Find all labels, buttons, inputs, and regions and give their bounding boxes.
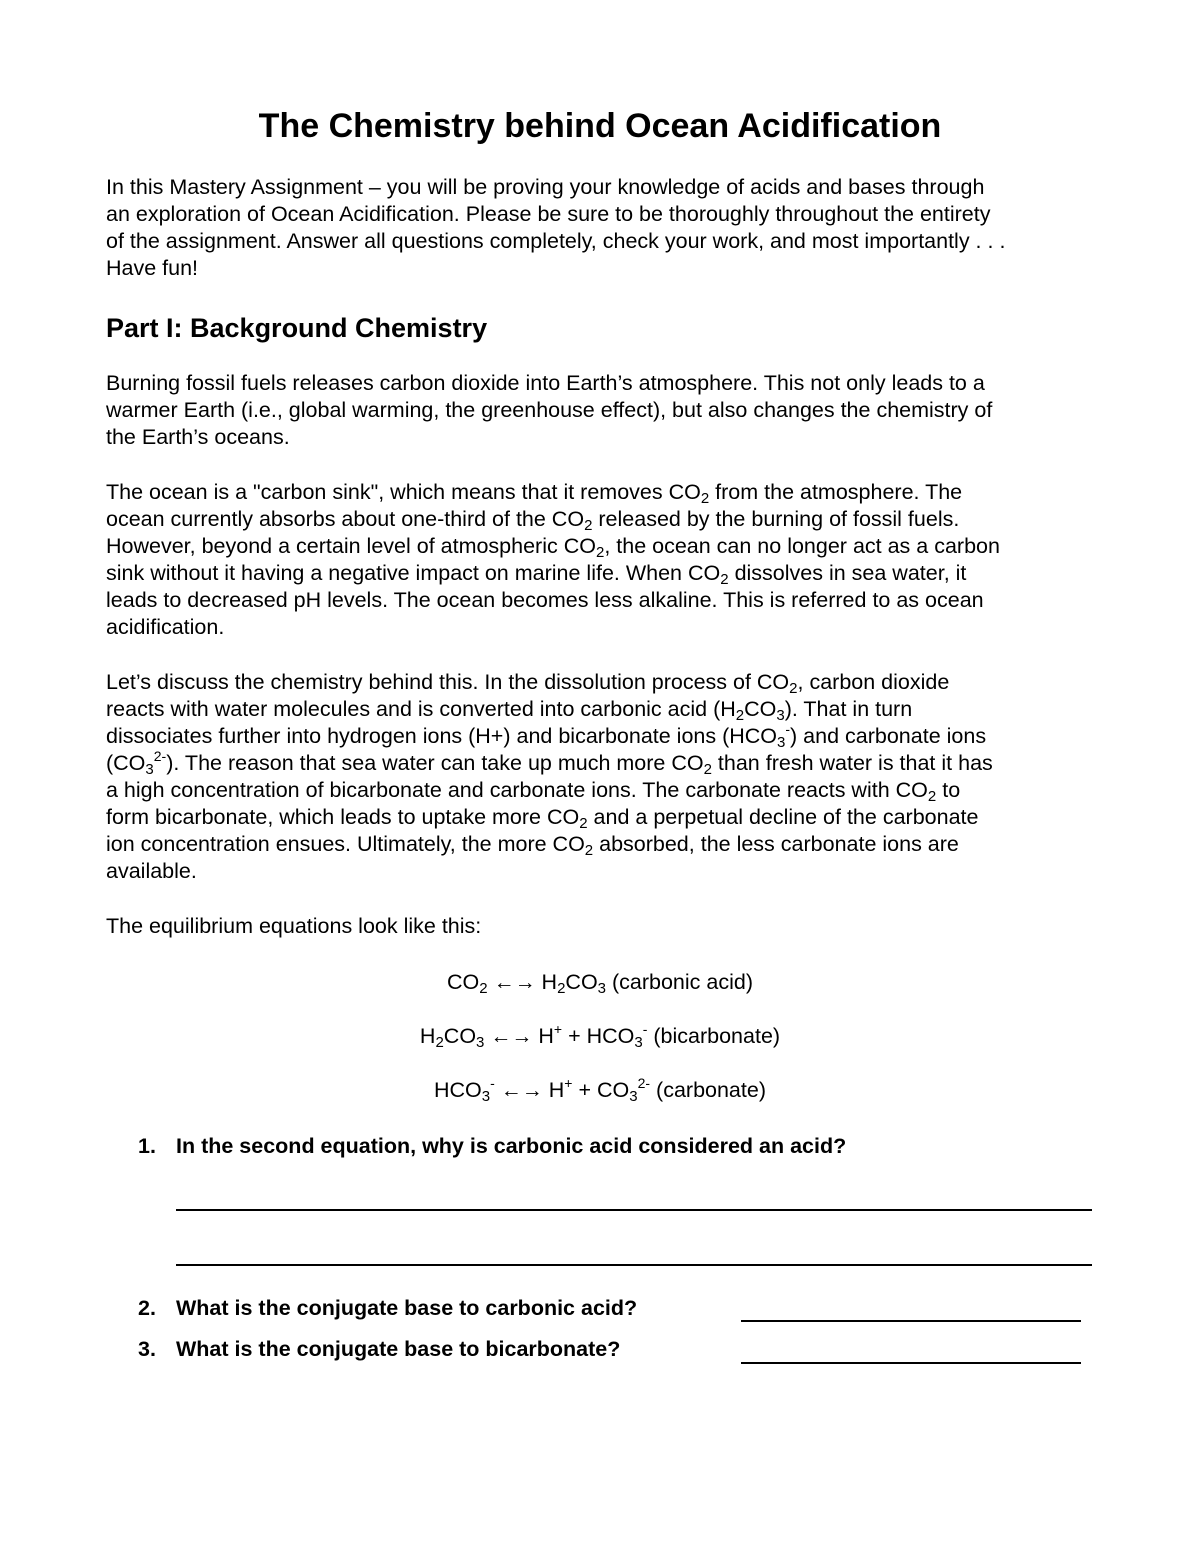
superscript: - <box>490 1075 495 1091</box>
subscript: 2 <box>435 1034 444 1051</box>
page-title: The Chemistry behind Ocean Acidification <box>258 107 942 145</box>
formula: CO <box>446 970 480 994</box>
text: ). The reason that sea water can take up much more CO <box>166 751 704 775</box>
formula: H <box>419 1024 436 1048</box>
text-line <box>106 804 1096 831</box>
text-line <box>106 696 1096 723</box>
question-text: What is the conjugate base to bicarbonate? <box>176 1337 621 1361</box>
plus-sign: + <box>578 1078 592 1102</box>
question-number: 2. <box>138 1296 156 1320</box>
answer-line-3[interactable] <box>741 1362 1081 1364</box>
background-paragraph-1 <box>106 370 1096 451</box>
answer-line-1b[interactable] <box>176 1264 1092 1266</box>
formula: CO <box>443 1024 477 1048</box>
intro-line: an exploration of Ocean Acidification. Please be sure to be thoroughly throughout the entirety <box>106 202 991 226</box>
text: reacts with water molecules and is converted into carbonic acid (H <box>106 697 736 721</box>
background-paragraph-2 <box>106 479 1096 641</box>
subscript: 2 <box>584 517 593 534</box>
superscript: 2- <box>637 1075 651 1091</box>
intro-paragraph <box>106 174 1096 282</box>
formula: CO <box>597 1078 630 1102</box>
text-line <box>106 560 1096 587</box>
subscript: 3 <box>481 1088 491 1105</box>
subscript: 2 <box>557 980 566 997</box>
text-line <box>106 479 1096 506</box>
equation-3 <box>0 1076 1200 1105</box>
text: (CO <box>106 751 146 775</box>
equilibrium-arrow-icon: ←→ <box>493 971 536 994</box>
formula: H <box>538 1024 554 1048</box>
text-line <box>106 831 1096 858</box>
section-heading: Part I: Background Chemistry <box>106 313 488 343</box>
text: dissolves in sea water, it <box>728 561 967 585</box>
answer-line-1a[interactable] <box>176 1209 1092 1211</box>
text-line <box>106 777 1096 804</box>
equation-1 <box>0 968 1200 997</box>
superscript: 2- <box>153 748 167 764</box>
subscript: 3 <box>476 1034 485 1051</box>
subscript: 3 <box>777 734 786 751</box>
question-1 <box>138 1132 846 1160</box>
answer-line-2[interactable] <box>741 1320 1081 1322</box>
equation-2 <box>0 1022 1200 1051</box>
intro-line: of the assignment. Answer all questions completely, check your work, and most importantly . . . <box>106 229 1006 253</box>
text: form bicarbonate, which leads to uptake more CO <box>106 805 580 829</box>
question-2 <box>138 1294 637 1322</box>
text: ion concentration ensues. Ultimately, the more CO <box>106 832 585 856</box>
intro-line: Have fun! <box>106 256 199 280</box>
text: dissociates further into hydrogen ions (H+) and bicarbonate ions (HCO <box>106 724 778 748</box>
text: to <box>936 778 961 802</box>
text-line <box>106 506 1096 533</box>
formula: H <box>541 970 558 994</box>
subscript: 2 <box>584 842 594 859</box>
chemistry-paragraph <box>106 669 1096 885</box>
subscript: 2 <box>703 761 712 778</box>
text: ocean currently absorbs about one-third of the CO <box>106 507 585 531</box>
question-number: 1. <box>138 1134 156 1158</box>
plus-sign: + <box>568 1024 581 1048</box>
text: Let’s discuss the chemistry behind this. In the dissolution process of CO <box>106 670 790 694</box>
subscript: 2 <box>700 490 710 507</box>
subscript: 2 <box>789 680 798 697</box>
text: The ocean is a "carbon sink", which means that it removes CO <box>106 480 701 504</box>
text-line: The equilibrium equations look like this: <box>106 914 482 938</box>
formula: CO <box>565 970 598 994</box>
superscript: - <box>642 1021 648 1037</box>
subscript: 3 <box>634 1034 643 1051</box>
subscript: 2 <box>927 788 937 805</box>
superscript: + <box>564 1075 573 1091</box>
equation-label: (carbonic acid) <box>606 970 753 994</box>
subscript: 2 <box>720 571 729 588</box>
subscript: 2 <box>479 980 488 997</box>
text: and a perpetual decline of the carbonate <box>587 805 979 829</box>
superscript: - <box>785 721 791 737</box>
text: However, beyond a certain level of atmospheric CO <box>106 534 596 558</box>
equations-intro <box>106 913 1096 940</box>
superscript: + <box>553 1021 563 1037</box>
subscript: 2 <box>735 707 745 724</box>
text: ) and carbonate ions <box>790 724 987 748</box>
text-line: leads to decreased pH levels. The ocean becomes less alkaline. This is referred to as ocean <box>106 588 984 612</box>
subscript: 3 <box>597 980 607 997</box>
question-3 <box>138 1335 620 1363</box>
question-text: What is the conjugate base to carbonic acid? <box>176 1296 638 1320</box>
text-line <box>106 669 1096 696</box>
text: ). That in turn <box>784 697 913 721</box>
equation-label: (carbonate) <box>650 1078 766 1102</box>
text-line: warmer Earth (i.e., global warming, the greenhouse effect), but also changes the chemistry of <box>106 398 993 422</box>
text-line <box>106 533 1096 560</box>
text: , carbon dioxide <box>797 670 950 694</box>
question-text: In the second equation, why is carbonic acid considered an acid? <box>176 1134 847 1158</box>
question-number: 3. <box>138 1337 156 1361</box>
text: than fresh water is that it has <box>711 751 993 775</box>
text-line <box>106 723 1096 750</box>
intro-line: In this Mastery Assignment – you will be proving your knowledge of acids and bases through <box>106 175 985 199</box>
subscript: 3 <box>629 1088 638 1105</box>
formula: H <box>548 1078 565 1102</box>
subscript: 2 <box>579 815 588 832</box>
text-line <box>106 750 1096 777</box>
text: from the atmosphere. The <box>709 480 963 504</box>
text: released by the burning of fossil fuels. <box>592 507 960 531</box>
subscript: 3 <box>776 707 785 724</box>
text: , the ocean can no longer act as a carbon <box>604 534 1000 558</box>
equilibrium-arrow-icon: ←→ <box>490 1025 533 1048</box>
text: CO <box>744 697 777 721</box>
text: a high concentration of bicarbonate and carbonate ions. The carbonate reacts with CO <box>106 778 928 802</box>
text-line: the Earth’s oceans. <box>106 425 290 449</box>
subscript: 2 <box>595 544 605 561</box>
text: absorbed, the less carbonate ions are <box>593 832 959 856</box>
text-line: acidification. <box>106 615 225 639</box>
text-line: Burning fossil fuels releases carbon dioxide into Earth’s atmosphere. This not only leads to a <box>106 371 985 395</box>
equilibrium-arrow-icon: ←→ <box>500 1079 543 1102</box>
subscript: 3 <box>145 761 154 778</box>
formula: HCO <box>586 1024 635 1048</box>
equation-label: (bicarbonate) <box>647 1024 781 1048</box>
text-line: available. <box>106 859 197 883</box>
formula: HCO <box>434 1078 482 1102</box>
text: sink without it having a negative impact on marine life. When CO <box>106 561 721 585</box>
